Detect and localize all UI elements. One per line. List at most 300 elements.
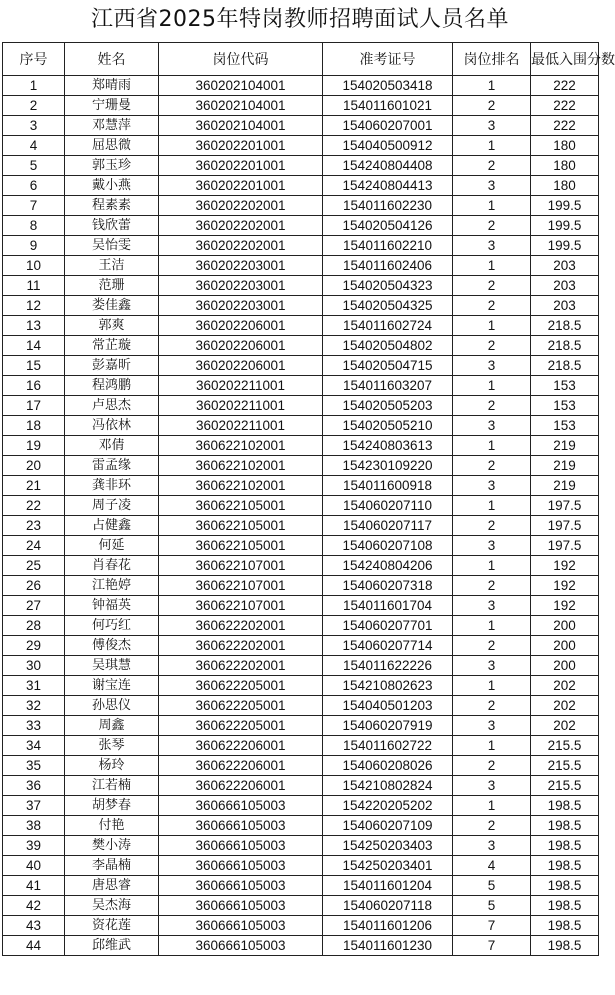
cell-min-score: 203 xyxy=(531,256,599,276)
cell-name: 张琴 xyxy=(65,736,159,756)
cell-position-code: 360622107001 xyxy=(159,556,323,576)
cell-exam-id: 154240803613 xyxy=(323,436,453,456)
cell-index: 19 xyxy=(3,436,65,456)
cell-min-score: 215.5 xyxy=(531,776,599,796)
cell-min-score: 200 xyxy=(531,636,599,656)
cell-min-score: 153 xyxy=(531,376,599,396)
cell-exam-id: 154240804413 xyxy=(323,176,453,196)
cell-min-score: 180 xyxy=(531,136,599,156)
cell-index: 33 xyxy=(3,716,65,736)
table-row xyxy=(3,76,599,96)
cell-min-score: 202 xyxy=(531,716,599,736)
cell-index: 11 xyxy=(3,276,65,296)
table-row xyxy=(3,456,599,476)
cell-name: 付艳 xyxy=(65,816,159,836)
cell-name: 常芷璇 xyxy=(65,336,159,356)
cell-name: 冯依林 xyxy=(65,416,159,436)
cell-exam-id: 154020504802 xyxy=(323,336,453,356)
cell-min-score: 200 xyxy=(531,616,599,636)
cell-index: 37 xyxy=(3,796,65,816)
cell-position-code: 360622202001 xyxy=(159,636,323,656)
cell-position-code: 360622206001 xyxy=(159,776,323,796)
cell-position-rank: 3 xyxy=(453,356,531,376)
cell-position-rank: 2 xyxy=(453,636,531,656)
cell-exam-id: 154011601704 xyxy=(323,596,453,616)
candidate-table xyxy=(2,42,615,956)
table-row xyxy=(3,316,599,336)
cell-position-rank: 3 xyxy=(453,836,531,856)
cell-position-rank: 5 xyxy=(453,896,531,916)
table-row xyxy=(3,236,599,256)
cell-position-rank: 3 xyxy=(453,596,531,616)
cell-min-score: 215.5 xyxy=(531,736,599,756)
cell-index: 24 xyxy=(3,536,65,556)
cell-position-code: 360202211001 xyxy=(159,396,323,416)
table-row xyxy=(3,576,599,596)
cell-position-rank: 7 xyxy=(453,916,531,936)
table-row xyxy=(3,276,599,296)
cell-exam-id: 154250203401 xyxy=(323,856,453,876)
cell-name: 孙思仪 xyxy=(65,696,159,716)
cell-index: 28 xyxy=(3,616,65,636)
table-row xyxy=(3,836,599,856)
cell-min-score: 203 xyxy=(531,296,599,316)
cell-position-code: 360666105003 xyxy=(159,836,323,856)
cell-position-rank: 3 xyxy=(453,476,531,496)
cell-position-code: 360622107001 xyxy=(159,596,323,616)
cell-min-score: 180 xyxy=(531,176,599,196)
cell-name: 屈思微 xyxy=(65,136,159,156)
cell-min-score: 192 xyxy=(531,576,599,596)
cell-index: 12 xyxy=(3,296,65,316)
cell-exam-id: 154011622226 xyxy=(323,656,453,676)
cell-position-rank: 2 xyxy=(453,296,531,316)
cell-position-rank: 1 xyxy=(453,496,531,516)
cell-name: 何巧红 xyxy=(65,616,159,636)
cell-min-score: 198.5 xyxy=(531,876,599,896)
cell-position-code: 360202202001 xyxy=(159,236,323,256)
cell-exam-id: 154060207919 xyxy=(323,716,453,736)
table-row xyxy=(3,296,599,316)
cell-position-rank: 1 xyxy=(453,796,531,816)
cell-min-score: 153 xyxy=(531,416,599,436)
cell-index: 6 xyxy=(3,176,65,196)
table-row xyxy=(3,496,599,516)
cell-position-code: 360622202001 xyxy=(159,616,323,636)
cell-position-code: 360202104001 xyxy=(159,76,323,96)
cell-exam-id: 154060207117 xyxy=(323,516,453,536)
cell-exam-id: 154011602210 xyxy=(323,236,453,256)
cell-position-rank: 5 xyxy=(453,876,531,896)
cell-position-code: 360666105003 xyxy=(159,936,323,956)
cell-position-rank: 4 xyxy=(453,856,531,876)
cell-min-score: 198.5 xyxy=(531,896,599,916)
table-row xyxy=(3,156,599,176)
cell-exam-id: 154020504126 xyxy=(323,216,453,236)
cell-name: 唐思睿 xyxy=(65,876,159,896)
cell-min-score: 198.5 xyxy=(531,916,599,936)
cell-name: 邱维武 xyxy=(65,936,159,956)
cell-min-score: 222 xyxy=(531,96,599,116)
cell-name: 范珊 xyxy=(65,276,159,296)
cell-exam-id: 154020505210 xyxy=(323,416,453,436)
cell-exam-id: 154240804206 xyxy=(323,556,453,576)
cell-position-rank: 1 xyxy=(453,256,531,276)
cell-min-score: 218.5 xyxy=(531,316,599,336)
cell-index: 18 xyxy=(3,416,65,436)
cell-name: 雷孟缘 xyxy=(65,456,159,476)
cell-min-score: 197.5 xyxy=(531,536,599,556)
cell-name: 杨玲 xyxy=(65,756,159,776)
cell-position-rank: 3 xyxy=(453,116,531,136)
cell-position-code: 360666105003 xyxy=(159,896,323,916)
cell-name: 樊小涛 xyxy=(65,836,159,856)
cell-min-score: 215.5 xyxy=(531,756,599,776)
cell-position-rank: 3 xyxy=(453,236,531,256)
cell-name: 龚非环 xyxy=(65,476,159,496)
cell-index: 43 xyxy=(3,916,65,936)
cell-min-score: 199.5 xyxy=(531,196,599,216)
table-row xyxy=(3,436,599,456)
cell-position-code: 360202201001 xyxy=(159,156,323,176)
table-row xyxy=(3,256,599,276)
table-row xyxy=(3,596,599,616)
cell-index: 31 xyxy=(3,676,65,696)
table-row xyxy=(3,356,599,376)
cell-index: 16 xyxy=(3,376,65,396)
cell-position-code: 360622205001 xyxy=(159,676,323,696)
cell-index: 36 xyxy=(3,776,65,796)
cell-position-rank: 2 xyxy=(453,336,531,356)
cell-min-score: 218.5 xyxy=(531,336,599,356)
cell-position-rank: 2 xyxy=(453,216,531,236)
cell-min-score: 218.5 xyxy=(531,356,599,376)
cell-position-code: 360622206001 xyxy=(159,736,323,756)
cell-name: 胡梦春 xyxy=(65,796,159,816)
table-row xyxy=(3,896,599,916)
table-row xyxy=(3,376,599,396)
table-row xyxy=(3,916,599,936)
cell-index: 40 xyxy=(3,856,65,876)
cell-index: 35 xyxy=(3,756,65,776)
cell-index: 7 xyxy=(3,196,65,216)
cell-index: 44 xyxy=(3,936,65,956)
cell-index: 34 xyxy=(3,736,65,756)
cell-position-rank: 2 xyxy=(453,576,531,596)
cell-name: 资花莲 xyxy=(65,916,159,936)
cell-position-code: 360622205001 xyxy=(159,696,323,716)
table-row xyxy=(3,656,599,676)
cell-index: 32 xyxy=(3,696,65,716)
cell-exam-id: 154040501203 xyxy=(323,696,453,716)
cell-position-rank: 2 xyxy=(453,696,531,716)
cell-exam-id: 154011602406 xyxy=(323,256,453,276)
page-title: 江西省2025年特岗教师招聘面试人员名单 xyxy=(91,7,509,32)
cell-position-code: 360202104001 xyxy=(159,116,323,136)
cell-name: 何延 xyxy=(65,536,159,556)
cell-position-rank: 3 xyxy=(453,656,531,676)
cell-index: 15 xyxy=(3,356,65,376)
cell-min-score: 202 xyxy=(531,676,599,696)
header-name: 姓名 xyxy=(65,43,159,76)
cell-position-rank: 2 xyxy=(453,276,531,296)
cell-index: 14 xyxy=(3,336,65,356)
cell-position-code: 360622102001 xyxy=(159,476,323,496)
cell-exam-id: 154011601204 xyxy=(323,876,453,896)
cell-position-code: 360622205001 xyxy=(159,716,323,736)
cell-min-score: 199.5 xyxy=(531,216,599,236)
cell-exam-id: 154011602724 xyxy=(323,316,453,336)
table-row xyxy=(3,136,599,156)
cell-position-rank: 1 xyxy=(453,316,531,336)
cell-exam-id: 154220205202 xyxy=(323,796,453,816)
cell-index: 41 xyxy=(3,876,65,896)
cell-position-rank: 1 xyxy=(453,136,531,156)
cell-position-rank: 2 xyxy=(453,756,531,776)
cell-name: 吴怡雯 xyxy=(65,236,159,256)
cell-position-code: 360202211001 xyxy=(159,376,323,396)
cell-name: 李晶楠 xyxy=(65,856,159,876)
cell-exam-id: 154060207001 xyxy=(323,116,453,136)
table-row xyxy=(3,876,599,896)
table-row xyxy=(3,696,599,716)
cell-exam-id: 154011601021 xyxy=(323,96,453,116)
cell-name: 肖春花 xyxy=(65,556,159,576)
table-row xyxy=(3,676,599,696)
cell-index: 10 xyxy=(3,256,65,276)
cell-min-score: 219 xyxy=(531,476,599,496)
cell-exam-id: 154020503418 xyxy=(323,76,453,96)
table-row xyxy=(3,176,599,196)
cell-exam-id: 154011601206 xyxy=(323,916,453,936)
cell-min-score: 198.5 xyxy=(531,796,599,816)
cell-exam-id: 154020504715 xyxy=(323,356,453,376)
cell-exam-id: 154040500912 xyxy=(323,136,453,156)
cell-min-score: 192 xyxy=(531,556,599,576)
header-position-rank: 岗位排名 xyxy=(453,43,531,76)
cell-name: 郭玉珍 xyxy=(65,156,159,176)
cell-position-code: 360622102001 xyxy=(159,456,323,476)
cell-name: 郭爽 xyxy=(65,316,159,336)
cell-min-score: 197.5 xyxy=(531,516,599,536)
table-row xyxy=(3,636,599,656)
cell-exam-id: 154230109220 xyxy=(323,456,453,476)
cell-name: 卢思杰 xyxy=(65,396,159,416)
cell-position-rank: 1 xyxy=(453,196,531,216)
cell-name: 占健鑫 xyxy=(65,516,159,536)
cell-position-code: 360202206001 xyxy=(159,336,323,356)
cell-position-rank: 1 xyxy=(453,616,531,636)
table-row xyxy=(3,476,599,496)
cell-index: 20 xyxy=(3,456,65,476)
cell-position-code: 360666105003 xyxy=(159,856,323,876)
cell-position-code: 360202203001 xyxy=(159,276,323,296)
table-row xyxy=(3,816,599,836)
cell-position-rank: 1 xyxy=(453,676,531,696)
cell-position-rank: 2 xyxy=(453,396,531,416)
cell-min-score: 222 xyxy=(531,116,599,136)
cell-position-code: 360202211001 xyxy=(159,416,323,436)
cell-exam-id: 154011601230 xyxy=(323,936,453,956)
cell-position-code: 360622102001 xyxy=(159,436,323,456)
cell-index: 22 xyxy=(3,496,65,516)
cell-position-code: 360202201001 xyxy=(159,176,323,196)
cell-exam-id: 154060207108 xyxy=(323,536,453,556)
cell-min-score: 153 xyxy=(531,396,599,416)
table-row xyxy=(3,216,599,236)
cell-position-rank: 1 xyxy=(453,736,531,756)
cell-index: 25 xyxy=(3,556,65,576)
cell-position-code: 360202203001 xyxy=(159,296,323,316)
table-row xyxy=(3,556,599,576)
cell-min-score: 197.5 xyxy=(531,496,599,516)
cell-exam-id: 154240804408 xyxy=(323,156,453,176)
cell-exam-id: 154060207110 xyxy=(323,496,453,516)
cell-position-rank: 3 xyxy=(453,716,531,736)
table-row xyxy=(3,756,599,776)
cell-index: 13 xyxy=(3,316,65,336)
cell-name: 钟福英 xyxy=(65,596,159,616)
cell-position-rank: 7 xyxy=(453,936,531,956)
cell-name: 王洁 xyxy=(65,256,159,276)
table-row xyxy=(3,716,599,736)
cell-exam-id: 154060207701 xyxy=(323,616,453,636)
cell-position-code: 360202201001 xyxy=(159,136,323,156)
cell-position-code: 360622105001 xyxy=(159,496,323,516)
cell-name: 邓慧萍 xyxy=(65,116,159,136)
table-row xyxy=(3,336,599,356)
cell-position-rank: 3 xyxy=(453,776,531,796)
cell-index: 38 xyxy=(3,816,65,836)
cell-index: 3 xyxy=(3,116,65,136)
cell-index: 42 xyxy=(3,896,65,916)
table-row xyxy=(3,796,599,816)
table-row xyxy=(3,416,599,436)
cell-exam-id: 154020504323 xyxy=(323,276,453,296)
header-exam-id: 准考证号 xyxy=(323,43,453,76)
cell-min-score: 198.5 xyxy=(531,836,599,856)
cell-exam-id: 154060207318 xyxy=(323,576,453,596)
cell-position-code: 360202104001 xyxy=(159,96,323,116)
table-row xyxy=(3,516,599,536)
cell-position-code: 360622105001 xyxy=(159,536,323,556)
cell-exam-id: 154011600918 xyxy=(323,476,453,496)
cell-index: 2 xyxy=(3,96,65,116)
cell-index: 29 xyxy=(3,636,65,656)
cell-position-code: 360666105003 xyxy=(159,796,323,816)
cell-name: 彭嘉昕 xyxy=(65,356,159,376)
table-row xyxy=(3,96,599,116)
cell-position-code: 360202203001 xyxy=(159,256,323,276)
table-row xyxy=(3,776,599,796)
cell-position-code: 360666105003 xyxy=(159,876,323,896)
cell-position-rank: 1 xyxy=(453,436,531,456)
cell-index: 8 xyxy=(3,216,65,236)
cell-exam-id: 154011602230 xyxy=(323,196,453,216)
cell-name: 吴杰海 xyxy=(65,896,159,916)
cell-name: 程素素 xyxy=(65,196,159,216)
cell-name: 吴琪慧 xyxy=(65,656,159,676)
cell-index: 39 xyxy=(3,836,65,856)
table-body xyxy=(3,76,599,956)
cell-min-score: 180 xyxy=(531,156,599,176)
header-index: 序号 xyxy=(3,43,65,76)
cell-name: 程鸿鹏 xyxy=(65,376,159,396)
cell-index: 27 xyxy=(3,596,65,616)
cell-exam-id: 154210802824 xyxy=(323,776,453,796)
cell-name: 钱欣蕾 xyxy=(65,216,159,236)
cell-min-score: 200 xyxy=(531,656,599,676)
header-position-code: 岗位代码 xyxy=(159,43,323,76)
cell-name: 娄佳鑫 xyxy=(65,296,159,316)
cell-position-rank: 3 xyxy=(453,416,531,436)
cell-position-code: 360666105003 xyxy=(159,916,323,936)
cell-index: 21 xyxy=(3,476,65,496)
cell-position-rank: 1 xyxy=(453,376,531,396)
cell-index: 9 xyxy=(3,236,65,256)
table-row xyxy=(3,396,599,416)
table-row xyxy=(3,536,599,556)
cell-name: 周鑫 xyxy=(65,716,159,736)
table-row xyxy=(3,116,599,136)
table-row xyxy=(3,616,599,636)
cell-exam-id: 154060207118 xyxy=(323,896,453,916)
cell-position-code: 360202202001 xyxy=(159,216,323,236)
cell-min-score: 192 xyxy=(531,596,599,616)
cell-name: 谢宝连 xyxy=(65,676,159,696)
cell-name: 戴小燕 xyxy=(65,176,159,196)
cell-min-score: 219 xyxy=(531,456,599,476)
cell-position-code: 360202206001 xyxy=(159,316,323,336)
cell-name: 傅俊杰 xyxy=(65,636,159,656)
cell-min-score: 198.5 xyxy=(531,856,599,876)
table-row xyxy=(3,196,599,216)
cell-index: 23 xyxy=(3,516,65,536)
cell-name: 宁珊曼 xyxy=(65,96,159,116)
cell-position-rank: 2 xyxy=(453,456,531,476)
cell-position-code: 360622202001 xyxy=(159,656,323,676)
cell-position-rank: 3 xyxy=(453,536,531,556)
cell-index: 1 xyxy=(3,76,65,96)
cell-position-rank: 1 xyxy=(453,76,531,96)
cell-name: 江若楠 xyxy=(65,776,159,796)
cell-position-rank: 2 xyxy=(453,96,531,116)
cell-name: 郑晴雨 xyxy=(65,76,159,96)
cell-position-rank: 1 xyxy=(453,556,531,576)
cell-exam-id: 154060207109 xyxy=(323,816,453,836)
table-row xyxy=(3,936,599,956)
cell-name: 周子凌 xyxy=(65,496,159,516)
cell-position-rank: 3 xyxy=(453,176,531,196)
cell-position-code: 360622105001 xyxy=(159,516,323,536)
cell-exam-id: 154060207714 xyxy=(323,636,453,656)
cell-index: 26 xyxy=(3,576,65,596)
cell-position-rank: 2 xyxy=(453,156,531,176)
cell-position-rank: 2 xyxy=(453,516,531,536)
table-row xyxy=(3,736,599,756)
cell-position-code: 360202206001 xyxy=(159,356,323,376)
cell-min-score: 202 xyxy=(531,696,599,716)
cell-min-score: 198.5 xyxy=(531,816,599,836)
table-header-row xyxy=(3,43,599,76)
cell-position-code: 360622206001 xyxy=(159,756,323,776)
cell-name: 邓倩 xyxy=(65,436,159,456)
cell-min-score: 219 xyxy=(531,436,599,456)
cell-min-score: 203 xyxy=(531,276,599,296)
cell-index: 4 xyxy=(3,136,65,156)
cell-exam-id: 154020505203 xyxy=(323,396,453,416)
cell-min-score: 198.5 xyxy=(531,936,599,956)
